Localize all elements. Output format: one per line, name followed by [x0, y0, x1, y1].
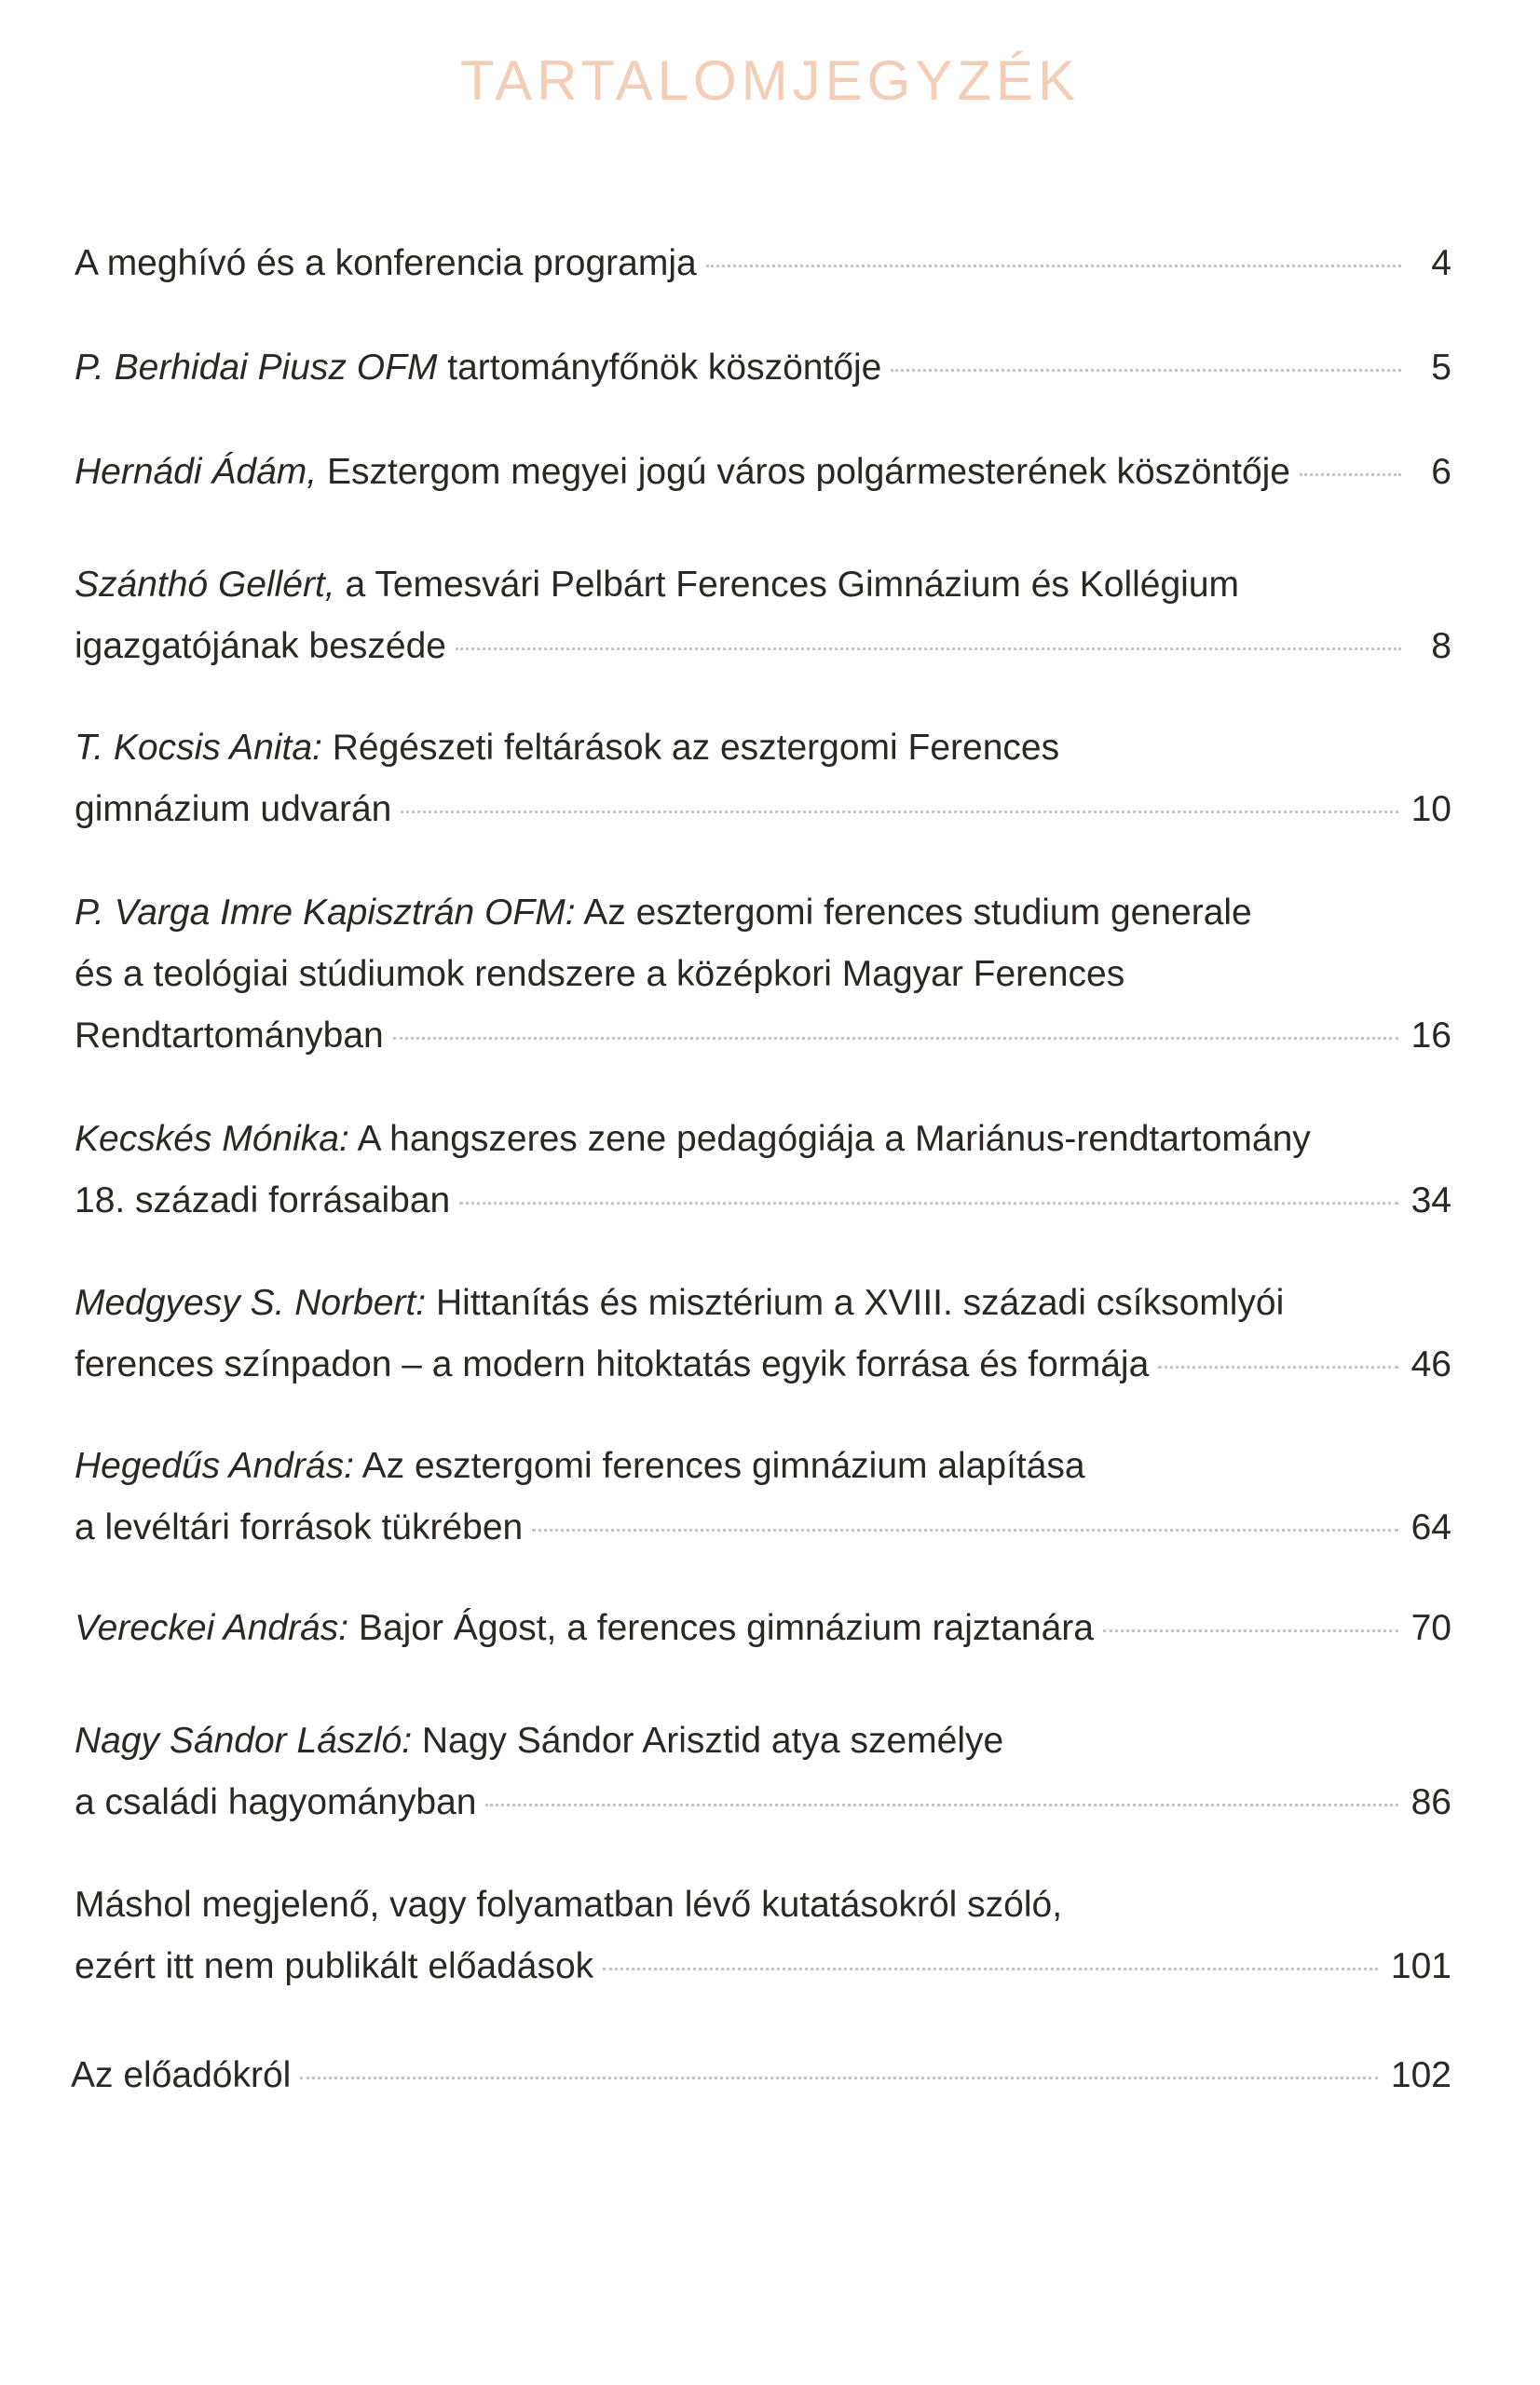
dot-leader — [459, 1201, 1397, 1205]
toc-entry-title: Az esztergomi ferences studium generale — [575, 893, 1252, 933]
toc-entry-line — [71, 2045, 1451, 2106]
toc-entry-line — [75, 779, 1451, 840]
toc-entry-line — [75, 1936, 1451, 1997]
toc-entry-line — [75, 1497, 1451, 1559]
dot-leader — [706, 264, 1401, 267]
dot-leader — [300, 2076, 1378, 2079]
page-number: 10 — [1411, 789, 1451, 829]
dot-leader — [485, 1803, 1397, 1806]
toc-entry-title-continued: gimnázium udvarán — [75, 789, 392, 829]
toc-entry-line — [75, 1334, 1451, 1396]
toc-entry[interactable] — [75, 882, 1451, 1067]
toc-entry[interactable] — [75, 1874, 1451, 1997]
toc-entry-line — [75, 1710, 1451, 1772]
page-number: 86 — [1411, 1782, 1451, 1822]
toc-entry-line — [75, 1772, 1451, 1833]
toc-entry-line — [75, 1005, 1451, 1067]
toc-entry-line — [75, 944, 1451, 1005]
toc-entry-line — [75, 1598, 1451, 1659]
toc-entry-line — [75, 554, 1451, 616]
page-number: 8 — [1431, 626, 1451, 666]
toc-entry-line — [75, 717, 1451, 779]
toc-entry-line — [75, 1109, 1451, 1170]
dot-leader — [401, 810, 1397, 813]
toc-entry-title: a Temesvári Pelbárt Ferences Gimnázium és Kollégium — [334, 565, 1239, 605]
dot-leader — [603, 1967, 1378, 1970]
author-name: Vereckei András: — [75, 1608, 349, 1648]
toc-entry-title: Régészeti feltárások az esztergomi Ferences — [321, 728, 1060, 768]
toc-entry[interactable] — [75, 1109, 1451, 1232]
page-title: TARTALOMJEGYZÉK — [459, 49, 1081, 112]
author-name: Hernádi Ádám, — [75, 452, 318, 492]
author-name: P. Berhidai Piusz OFM — [75, 348, 438, 388]
toc-entry-title: Az esztergomi ferences gimnázium alapítása — [353, 1446, 1085, 1486]
toc-entry-title-continued: a levéltári források tükrében — [75, 1507, 524, 1547]
page-number: 102 — [1390, 2055, 1451, 2095]
author-name: Szánthó Gellért, — [75, 565, 335, 605]
toc-entry-line — [75, 882, 1451, 944]
page-number: 16 — [1411, 1015, 1451, 1056]
page-number: 4 — [1431, 243, 1451, 283]
toc-entry-title-continued: 18. századi forrásaiban — [75, 1180, 451, 1220]
page-number: 64 — [1411, 1507, 1451, 1547]
toc-entry-line — [75, 616, 1451, 677]
dot-leader — [456, 647, 1401, 650]
toc-entry[interactable] — [75, 1273, 1451, 1396]
dot-leader — [1103, 1629, 1398, 1632]
toc-entry-line — [75, 1436, 1451, 1497]
toc-entry-line — [75, 1874, 1451, 1936]
toc-entry-title-continued: a családi hagyományban — [75, 1782, 477, 1822]
author-name: Nagy Sándor László: — [75, 1721, 413, 1761]
dot-leader — [532, 1528, 1397, 1532]
toc-entry-title: A meghívó és a konferencia programja — [75, 243, 697, 283]
page-number: 6 — [1431, 452, 1451, 492]
toc-entry-title: Esztergom megyei jogú város polgármesterének köszöntője — [317, 452, 1290, 492]
toc-entry[interactable] — [75, 442, 1451, 503]
author-name: Hegedűs András: — [75, 1446, 354, 1486]
toc-entry-title-continued: és a teológiai stúdiumok rendszere a középkori Magyar Ferences — [75, 954, 1125, 994]
page-number: 34 — [1411, 1180, 1451, 1220]
toc-entry-title-continued: ezért itt nem publikált előadások — [75, 1946, 594, 1986]
toc-entry[interactable] — [75, 717, 1451, 840]
toc-entry[interactable] — [75, 1436, 1451, 1559]
toc-entry[interactable] — [75, 554, 1451, 677]
toc-entry-line — [75, 233, 1451, 294]
toc-entry-title: Nagy Sándor Arisztid atya személye — [412, 1721, 1004, 1761]
page-number: 46 — [1411, 1344, 1451, 1384]
dot-leader — [891, 368, 1401, 372]
toc-entry[interactable] — [71, 2045, 1451, 2106]
dot-leader — [393, 1036, 1398, 1040]
toc-entry-line — [75, 442, 1451, 503]
author-name: Kecskés Mónika: — [75, 1119, 349, 1159]
toc-entry-title-continued: ferences színpadon – a modern hitoktatás egyik forrása és formája — [75, 1344, 1150, 1384]
toc-entry[interactable] — [75, 1598, 1451, 1659]
dot-leader — [1158, 1365, 1397, 1369]
toc-entry[interactable] — [75, 337, 1451, 399]
toc-entry-title: Az előadókról — [71, 2055, 292, 2095]
toc-entry[interactable] — [75, 233, 1451, 294]
author-name: Medgyesy S. Norbert: — [75, 1283, 427, 1323]
toc-entry-line — [75, 337, 1451, 399]
toc-entry-title: A hangszeres zene pedagógiája a Mariánus-rendtartomány — [348, 1119, 1311, 1159]
toc-entry-title: Hittanítás és misztérium a XVIII. századi csíksomlyói — [426, 1283, 1285, 1323]
toc-entry-title: Máshol megjelenő, vagy folyamatban lévő kutatásokról szóló, — [75, 1885, 1063, 1925]
toc-entry[interactable] — [75, 1710, 1451, 1833]
dot-leader — [1300, 472, 1401, 476]
toc-entry-title-continued: igazgatójának beszéde — [75, 626, 446, 666]
toc-entry-line — [75, 1170, 1451, 1232]
toc-entry-title: Bajor Ágost, a ferences gimnázium rajztanára — [348, 1608, 1094, 1648]
toc-entry-line — [75, 1273, 1451, 1334]
author-name: P. Varga Imre Kapisztrán OFM: — [75, 893, 576, 933]
page-number: 70 — [1411, 1608, 1451, 1648]
toc-entry-title-continued: Rendtartományban — [75, 1015, 384, 1056]
page-number: 5 — [1431, 348, 1451, 388]
toc-entry-title: tartományfőnök köszöntője — [437, 348, 882, 388]
page-number: 101 — [1390, 1946, 1451, 1986]
author-name: T. Kocsis Anita: — [75, 728, 322, 768]
